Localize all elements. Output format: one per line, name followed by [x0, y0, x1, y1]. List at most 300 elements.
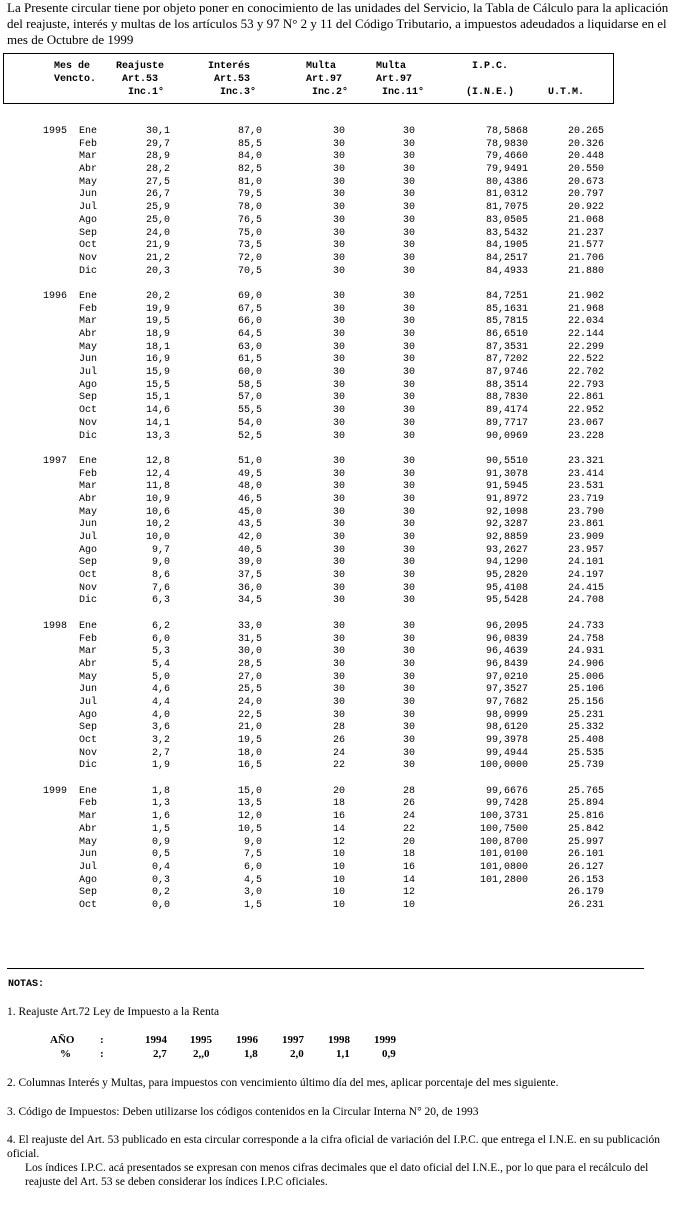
value-cell: 30: [402, 392, 415, 404]
value-cell: 25.106: [567, 684, 604, 696]
value-cell: 30: [332, 519, 345, 531]
table-row: [0, 735, 679, 748]
value-cell: 30: [332, 544, 345, 556]
header-interes: Interés Art.53 Inc.3°: [208, 61, 257, 98]
table-row: [0, 228, 679, 241]
value-cell: 13,3: [145, 430, 170, 442]
month-cell: Oct: [79, 570, 98, 582]
value-cell: 25,9: [145, 202, 170, 214]
value-cell: 99,4944: [485, 747, 528, 759]
value-cell: 30: [332, 684, 345, 696]
value-cell: 23.321: [567, 455, 604, 467]
value-cell: 24,0: [145, 227, 170, 239]
value-cell: 101,2800: [479, 874, 528, 886]
value-cell: 99,3978: [485, 735, 528, 746]
note-3: 3. Código de Impuestos: Deben utilizarse los códigos contenidos en la Circular Interna N° 20, de 1993: [7, 1106, 479, 1118]
value-cell: 28,5: [237, 658, 262, 670]
ano-year: 1998: [328, 1034, 350, 1046]
value-cell: 96,4639: [485, 646, 528, 658]
value-cell: 30: [332, 354, 345, 366]
value-cell: 91,8972: [485, 493, 528, 505]
value-cell: 91,5945: [485, 481, 528, 493]
pct-colon: :: [100, 1048, 104, 1060]
header-mes: Mes de Vencto.: [54, 61, 97, 85]
value-cell: 22.793: [567, 379, 604, 391]
value-cell: 73,5: [237, 240, 262, 252]
value-cell: 97,3527: [485, 684, 528, 696]
month-cell: May: [79, 176, 98, 188]
value-cell: 23.414: [567, 468, 604, 480]
table-header-box: [3, 53, 614, 104]
value-cell: 43,5: [237, 519, 262, 531]
month-cell: Ene: [79, 620, 98, 632]
value-cell: 30: [332, 341, 345, 353]
value-cell: 24.931: [567, 646, 604, 658]
value-cell: 30: [402, 227, 415, 239]
value-cell: 101,0100: [479, 849, 528, 861]
value-cell: 1,6: [151, 811, 170, 823]
value-cell: 22.144: [567, 329, 604, 340]
value-cell: 16: [332, 811, 345, 823]
value-cell: 67,5: [237, 303, 262, 315]
value-cell: 25.408: [567, 735, 604, 746]
value-cell: 30: [332, 455, 345, 467]
value-cell: 33,0: [237, 620, 262, 632]
value-cell: 30: [332, 240, 345, 252]
value-cell: 30: [332, 176, 345, 188]
value-cell: 14: [332, 823, 345, 835]
table-row: [0, 469, 679, 482]
value-cell: 24.415: [567, 582, 604, 594]
value-cell: 83,0505: [485, 214, 528, 226]
table-row: [0, 418, 679, 431]
value-cell: 3,6: [151, 722, 170, 734]
value-cell: 20.448: [567, 151, 604, 163]
value-cell: 23.228: [567, 430, 604, 442]
value-cell: 15,1: [145, 392, 170, 404]
value-cell: 22: [332, 760, 345, 772]
value-cell: 25.006: [567, 671, 604, 683]
value-cell: 20.673: [567, 176, 604, 188]
value-cell: 30: [402, 379, 415, 391]
value-cell: 30: [332, 582, 345, 594]
value-cell: 95,5428: [485, 595, 528, 607]
value-cell: 30: [402, 696, 415, 708]
value-cell: 30: [332, 214, 345, 226]
month-cell: Jul: [79, 202, 98, 214]
value-cell: 18: [402, 849, 415, 861]
value-cell: 30: [402, 329, 415, 340]
value-cell: 1,5: [151, 823, 170, 835]
value-cell: 11,8: [145, 481, 170, 493]
value-cell: 10,5: [237, 823, 262, 835]
value-cell: 10,2: [145, 519, 170, 531]
table-row: [0, 266, 679, 279]
value-cell: 0,0: [151, 899, 170, 911]
value-cell: 30: [332, 620, 345, 632]
value-cell: 98,6120: [485, 722, 528, 734]
value-cell: 25.332: [567, 722, 604, 734]
value-cell: 12: [332, 836, 345, 848]
table-row: [0, 151, 679, 164]
value-cell: 22.522: [567, 354, 604, 366]
value-cell: 25.739: [567, 760, 604, 772]
value-cell: 30: [402, 252, 415, 264]
value-cell: 80,4386: [485, 176, 528, 188]
value-cell: 22: [402, 823, 415, 835]
value-cell: 20: [402, 836, 415, 848]
table-row: [0, 392, 679, 405]
value-cell: 19,5: [145, 316, 170, 328]
value-cell: 30: [402, 316, 415, 328]
value-cell: 75,0: [237, 227, 262, 239]
value-cell: 30: [332, 126, 345, 137]
value-cell: 6,2: [151, 620, 170, 632]
value-cell: 81,0312: [485, 189, 528, 201]
value-cell: 98,0999: [485, 709, 528, 721]
month-cell: Mar: [79, 646, 98, 658]
value-cell: 18,9: [145, 329, 170, 340]
month-cell: Dic: [79, 760, 98, 772]
table-row: [0, 583, 679, 596]
value-cell: 24.733: [567, 620, 604, 632]
value-cell: 26: [332, 735, 345, 746]
value-cell: 30: [402, 240, 415, 252]
value-cell: 87,7202: [485, 354, 528, 366]
value-cell: 13,5: [237, 798, 262, 810]
pct-value: 2,0: [290, 1048, 304, 1060]
month-cell: Ene: [79, 290, 98, 302]
month-cell: May: [79, 341, 98, 353]
table-row: [0, 532, 679, 545]
value-cell: 30: [332, 316, 345, 328]
value-cell: 30: [332, 696, 345, 708]
value-cell: 30: [332, 303, 345, 315]
month-cell: Ago: [79, 379, 98, 391]
note-1: 1. Reajuste Art.72 Ley de Impuesto a la Renta: [7, 1006, 220, 1018]
month-cell: Feb: [79, 138, 98, 150]
month-cell: Nov: [79, 747, 98, 759]
table-row: [0, 177, 679, 190]
value-cell: 30: [402, 506, 415, 518]
value-cell: 30: [332, 151, 345, 163]
table-row: [0, 431, 679, 444]
value-cell: 89,7717: [485, 417, 528, 429]
value-cell: 30: [402, 367, 415, 379]
value-cell: 24: [402, 811, 415, 823]
month-cell: Sep: [79, 392, 98, 404]
value-cell: 26,7: [145, 189, 170, 201]
value-cell: 10: [332, 849, 345, 861]
value-cell: 83,5432: [485, 227, 528, 239]
value-cell: 21.880: [567, 265, 604, 277]
table-row: [0, 291, 679, 304]
value-cell: 20.326: [567, 138, 604, 150]
value-cell: 82,5: [237, 164, 262, 176]
value-cell: 88,3514: [485, 379, 528, 391]
value-cell: 54,0: [237, 417, 262, 429]
value-cell: 30: [332, 570, 345, 582]
table-row: [0, 240, 679, 253]
value-cell: 18,0: [237, 747, 262, 759]
value-cell: 95,4108: [485, 582, 528, 594]
value-cell: 10,0: [145, 532, 170, 543]
month-cell: Abr: [79, 164, 98, 176]
pct-value: 2,,0: [193, 1048, 210, 1060]
value-cell: 51,0: [237, 455, 262, 467]
month-cell: Ene: [79, 455, 98, 467]
value-cell: 30: [332, 329, 345, 340]
month-cell: Oct: [79, 405, 98, 417]
table-row: [0, 494, 679, 507]
month-cell: Abr: [79, 329, 98, 340]
value-cell: 24.101: [567, 557, 604, 569]
value-cell: 92,3287: [485, 519, 528, 531]
value-cell: 30: [332, 493, 345, 505]
value-cell: 12: [402, 887, 415, 899]
value-cell: 84,0: [237, 151, 262, 163]
value-cell: 21.237: [567, 227, 604, 239]
month-cell: Sep: [79, 722, 98, 734]
value-cell: 30: [402, 303, 415, 315]
note-4-part-1: 4. El reajuste del Art. 53 publicado en esta circular corresponde a la cifra oficial de variación del I.P.C. que entrega el I.N.E. en su publicación oficial.: [7, 1134, 661, 1160]
table-row: [0, 215, 679, 228]
value-cell: 30: [402, 582, 415, 594]
month-cell: Abr: [79, 493, 98, 505]
value-cell: 58,5: [237, 379, 262, 391]
value-cell: 30: [402, 658, 415, 670]
value-cell: 9,0: [243, 836, 262, 848]
month-cell: Mar: [79, 481, 98, 493]
year-gap: [0, 443, 679, 456]
value-cell: 30: [332, 506, 345, 518]
value-cell: 30: [402, 595, 415, 607]
table-row: [0, 811, 679, 824]
table-row: [0, 887, 679, 900]
table-row: [0, 824, 679, 837]
value-cell: 16,9: [145, 354, 170, 366]
month-cell: May: [79, 506, 98, 518]
value-cell: 28,2: [145, 164, 170, 176]
table-row: [0, 481, 679, 494]
value-cell: 76,5: [237, 214, 262, 226]
month-cell: Mar: [79, 151, 98, 163]
value-cell: 30: [332, 164, 345, 176]
value-cell: 100,7500: [479, 823, 528, 835]
value-cell: 24.906: [567, 658, 604, 670]
value-cell: 30: [332, 468, 345, 480]
month-cell: Feb: [79, 303, 98, 315]
value-cell: 5,4: [151, 658, 170, 670]
month-cell: Abr: [79, 823, 98, 835]
value-cell: 30: [332, 557, 345, 569]
value-cell: 84,4933: [485, 265, 528, 277]
value-cell: 30: [332, 671, 345, 683]
value-cell: 15,5: [145, 379, 170, 391]
value-cell: 4,5: [243, 874, 262, 886]
value-cell: 15,0: [237, 785, 262, 797]
month-cell: Feb: [79, 798, 98, 810]
value-cell: 30: [402, 151, 415, 163]
value-cell: 30: [402, 544, 415, 556]
value-cell: 78,5868: [485, 126, 528, 137]
value-cell: 30: [402, 557, 415, 569]
value-cell: 30: [402, 709, 415, 721]
month-cell: Dic: [79, 430, 98, 442]
value-cell: 84,7251: [485, 290, 528, 302]
table-row: [0, 164, 679, 177]
value-cell: 30: [332, 227, 345, 239]
rates-table: [0, 126, 679, 913]
value-cell: 0,4: [151, 861, 170, 873]
table-row: [0, 710, 679, 723]
value-cell: 30: [332, 138, 345, 150]
value-cell: 22.702: [567, 367, 604, 379]
pct-value: 2,7: [153, 1048, 167, 1060]
value-cell: 30: [332, 532, 345, 543]
value-cell: 88,7830: [485, 392, 528, 404]
intro-paragraph: La Presente circular tiene por objeto poner en conocimiento de las unidades del Servicio, la Tabla de Cálculo para la aplicación del reajuste, interés y multas de los artículos 53 y 97 N° 2 y 11 del Código Tributario, a impuestos adeudados a liquidarse en el mes de Octubre de 1999: [7, 0, 669, 47]
table-row: [0, 304, 679, 317]
value-cell: 30: [332, 392, 345, 404]
value-cell: 90,0969: [485, 430, 528, 442]
value-cell: 30: [402, 570, 415, 582]
value-cell: 48,0: [237, 481, 262, 493]
value-cell: 30: [332, 633, 345, 645]
value-cell: 95,2820: [485, 570, 528, 582]
value-cell: 85,1631: [485, 303, 528, 315]
month-cell: Jun: [79, 189, 98, 201]
value-cell: 30: [402, 189, 415, 201]
value-cell: 25.997: [567, 836, 604, 848]
value-cell: 96,0839: [485, 633, 528, 645]
month-cell: Jul: [79, 861, 98, 873]
value-cell: 45,0: [237, 506, 262, 518]
value-cell: 23.790: [567, 506, 604, 518]
month-cell: Oct: [79, 899, 98, 911]
value-cell: 30: [332, 202, 345, 214]
table-row: [0, 849, 679, 862]
ano-colon: :: [100, 1034, 104, 1046]
notes-title: NOTAS:: [8, 979, 45, 990]
month-cell: Mar: [79, 316, 98, 328]
table-row: [0, 722, 679, 735]
value-cell: 66,0: [237, 316, 262, 328]
table-row: [0, 646, 679, 659]
value-cell: 12,0: [237, 811, 262, 823]
value-cell: 9,7: [151, 544, 170, 556]
value-cell: 22.952: [567, 405, 604, 417]
table-row: [0, 672, 679, 685]
year-gap: [0, 278, 679, 291]
value-cell: 0,5: [151, 849, 170, 861]
value-cell: 27,0: [237, 671, 262, 683]
table-row: [0, 684, 679, 697]
value-cell: 97,0210: [485, 671, 528, 683]
value-cell: 30: [332, 417, 345, 429]
value-cell: 24,0: [237, 696, 262, 708]
value-cell: 16: [402, 861, 415, 873]
value-cell: 30: [402, 722, 415, 734]
value-cell: 30: [402, 265, 415, 277]
value-cell: 4,4: [151, 696, 170, 708]
month-cell: May: [79, 836, 98, 848]
value-cell: 30: [402, 176, 415, 188]
notes-divider: [7, 968, 644, 969]
value-cell: 101,0800: [479, 861, 528, 873]
value-cell: 30: [332, 481, 345, 493]
value-cell: 30: [402, 671, 415, 683]
value-cell: 30: [402, 493, 415, 505]
value-cell: 16,5: [237, 760, 262, 772]
value-cell: 26.179: [567, 887, 604, 899]
table-row: [0, 189, 679, 202]
month-cell: Jul: [79, 367, 98, 379]
value-cell: 19,9: [145, 303, 170, 315]
value-cell: 30: [402, 532, 415, 543]
value-cell: 99,7428: [485, 798, 528, 810]
value-cell: 10: [332, 887, 345, 899]
value-cell: 87,3531: [485, 341, 528, 353]
value-cell: 21,0: [237, 722, 262, 734]
value-cell: 30: [402, 138, 415, 150]
value-cell: 3,0: [243, 887, 262, 899]
value-cell: 25.231: [567, 709, 604, 721]
value-cell: 12,4: [145, 468, 170, 480]
table-row: [0, 634, 679, 647]
value-cell: 6,0: [243, 861, 262, 873]
value-cell: 30: [402, 481, 415, 493]
value-cell: 26.127: [567, 861, 604, 873]
value-cell: 2,7: [151, 747, 170, 759]
value-cell: 78,9830: [485, 138, 528, 150]
value-cell: 46,5: [237, 493, 262, 505]
value-cell: 22.861: [567, 392, 604, 404]
ano-label: AÑO: [50, 1034, 75, 1046]
value-cell: 21,9: [145, 240, 170, 252]
month-cell: Ago: [79, 709, 98, 721]
value-cell: 23.719: [567, 493, 604, 505]
value-cell: 49,5: [237, 468, 262, 480]
month-cell: Ago: [79, 544, 98, 556]
value-cell: 30,1: [145, 126, 170, 137]
month-cell: Ene: [79, 785, 98, 797]
value-cell: 96,8439: [485, 658, 528, 670]
header-multa-97: Multa Art.97 Inc.2°: [306, 61, 349, 98]
value-cell: 25.156: [567, 696, 604, 708]
value-cell: 20.550: [567, 164, 604, 176]
value-cell: 69,0: [237, 290, 262, 302]
value-cell: 34,5: [237, 595, 262, 607]
value-cell: 30: [402, 214, 415, 226]
value-cell: 0,9: [151, 836, 170, 848]
year-gap: [0, 773, 679, 786]
value-cell: 21,2: [145, 252, 170, 264]
table-row: [0, 875, 679, 888]
value-cell: 89,4174: [485, 405, 528, 417]
value-cell: 25,0: [145, 214, 170, 226]
month-cell: Jun: [79, 684, 98, 696]
ano-year: 1997: [282, 1034, 304, 1046]
value-cell: 5,0: [151, 671, 170, 683]
value-cell: 10: [332, 874, 345, 886]
value-cell: 79,4660: [485, 151, 528, 163]
month-cell: Sep: [79, 557, 98, 569]
value-cell: 85,5: [237, 138, 262, 150]
value-cell: 10,9: [145, 493, 170, 505]
note-4: [7, 1133, 677, 1189]
value-cell: 79,9491: [485, 164, 528, 176]
